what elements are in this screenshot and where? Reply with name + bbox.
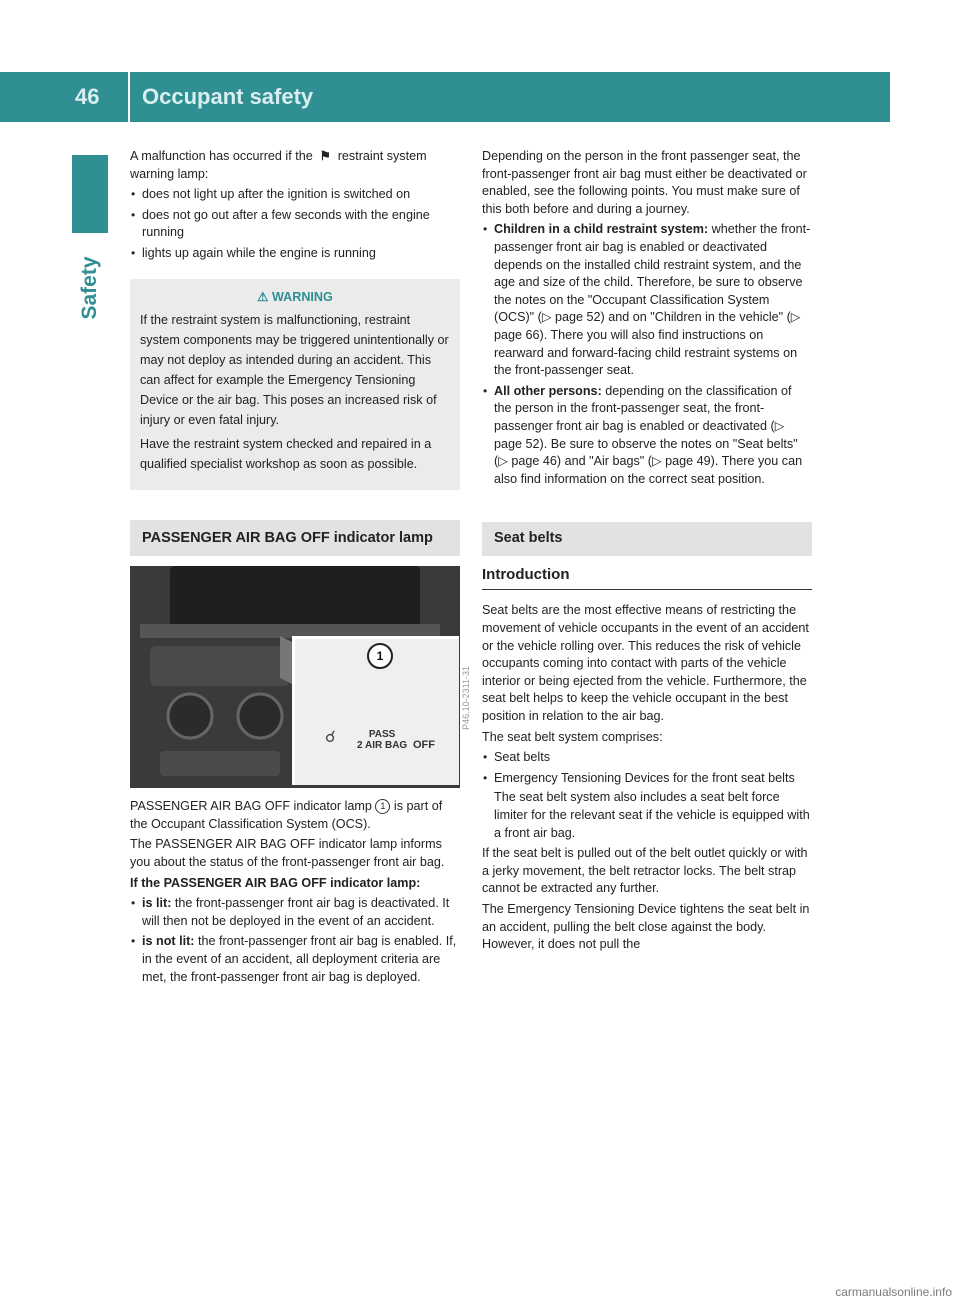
seat-belt-components — [482, 749, 812, 842]
callout-ref-1: 1 — [375, 799, 390, 814]
side-tab-label: Safety — [78, 256, 101, 320]
inset-label: PASS 2 AIR BAG — [357, 729, 408, 752]
off-label: OFF — [413, 739, 435, 752]
left-column — [130, 148, 471, 989]
list-item: • Seat belts — [482, 749, 812, 767]
list-item: • does not light up after the ignition is switched on — [130, 186, 460, 204]
figure-caption: PASSENGER AIR BAG OFF indicator lamp 1 is part of the Occupant Classification System (OCS). — [130, 799, 443, 831]
component-note: The seat belt system also includes a seat belt force limiter for the relevant seat if the vehicle is equipped with a front air bag. — [494, 790, 810, 840]
tightens-text: The Emergency Tensioning Device tightens the seat belt in an accident, pulling the belt close against the body. However, it does not pull the — [482, 901, 810, 952]
comprises-text: The seat belt system comprises: — [482, 729, 663, 744]
warning-header: ⚠ WARNING — [257, 289, 333, 304]
airbag-seat-icon: ☌ — [325, 729, 336, 747]
list-item: • Children in a child restraint system: whether the front-passenger front air bag is enabled or deactivated depends on the installed child restraint system, and the age and size of the child. Therefore, be sure to observe the notes on the "Occupant Classification System (OCS)" (▷ page 52) and on "Children in the vehicle" (▷ page 66). There you will also find instructions on rearward and forward-facing child restraint systems on the front-passenger seat. — [482, 221, 812, 379]
lamp-states — [130, 895, 460, 986]
side-tab — [72, 248, 108, 328]
pulled-out-text: If the seat belt is pulled out of the belt outlet quickly or with a jerky movement, the belt retractor locks. The belt strap cannot be extracted any further. — [482, 846, 808, 896]
list-item: • does not go out after a few seconds with the engine running — [130, 207, 460, 242]
list-item: • is not lit: the front-passenger front air bag is enabled. If, in the event of an accident, all deployment criteria are met, the front-passenger front air bag is deployed. — [130, 933, 460, 986]
figure-code: P46.10-2311-31 — [461, 666, 471, 731]
restraint-system-warning-icon: ⚑ — [319, 149, 331, 163]
warning-box — [130, 279, 460, 491]
section-title: Occupant safety — [142, 84, 314, 109]
list-item: • is lit: the front-passenger front air bag is deactivated. It will then not be deployed in the event of an accident. — [130, 895, 460, 930]
list-item: • lights up again while the engine is running — [130, 245, 460, 263]
header-divider — [128, 72, 130, 122]
effective-text: Seat belts are the most effective means of restricting the movement of vehicle occupants in the event of an accident or the vehicle rolling over. This reduces the risk of vehicle occupants coming into contact with parts of the vehicle interior or being ejected from the vehicle. Furthermore, the seat belt helps to keep the vehicle occupant in the best position in relation to the air bag. — [482, 603, 809, 724]
depending-text: Depending on the person in the front passenger seat, the front-passenger front air bag must either be deactivated or enabled, see the following points. You must make sure of this both before and during a journey. — [482, 149, 807, 216]
indicator-lamp-figure — [130, 566, 471, 788]
warning-triangle-icon: ⚠ — [257, 289, 269, 304]
seat-belts-heading: Seat belts — [482, 522, 812, 556]
header-bar — [0, 72, 890, 122]
indicator-inset — [292, 636, 459, 785]
list-item: • All other persons: depending on the classification of the person in the front-passenger seat, the front-passenger front air bag is enabled or deactivated (▷ page 52). Be sure to observe the notes on "Seat belts" (▷ page 46) and "Air bags" (▷ page 49). There you can also find information on the correct seat position. — [482, 383, 812, 489]
malfunction-intro: A malfunction has occurred if the ⚑ restraint system warning lamp: — [130, 149, 427, 181]
right-column — [482, 148, 812, 957]
warning-action: Have the restraint system checked and repaired in a qualified specialist workshop as soon as possible. — [140, 437, 432, 472]
footer-watermark[interactable]: carmanualsonline.info — [835, 1285, 952, 1299]
person-rules — [482, 221, 812, 488]
callout-1: 1 — [367, 643, 393, 669]
malfunction-conditions — [130, 186, 460, 262]
warning-text: If the restraint system is malfunctioning, restraint system components may be triggered unintentionally or may not deploy as intended during an accident. This can affect for example the Emergency Tensioning Device or the air bag. This poses an increased risk of injury or even fatal injury. — [140, 313, 449, 428]
list-item: • Emergency Tensioning Devices for the front seat belts The seat belt system also includes a seat belt force limiter for the relevant seat if the vehicle is equipped with a front air bag. — [482, 770, 812, 842]
if-lamp-heading: If the PASSENGER AIR BAG OFF indicator lamp: — [130, 875, 421, 890]
introduction-heading: Introduction — [482, 566, 812, 591]
lamp-informs-text: The PASSENGER AIR BAG OFF indicator lamp informs you about the status of the front-passenger front air bag. — [130, 837, 445, 869]
side-tab-block — [72, 155, 108, 233]
page-number: 46 — [75, 84, 100, 109]
lamp-heading: PASSENGER AIR BAG OFF indicator lamp — [130, 520, 460, 556]
